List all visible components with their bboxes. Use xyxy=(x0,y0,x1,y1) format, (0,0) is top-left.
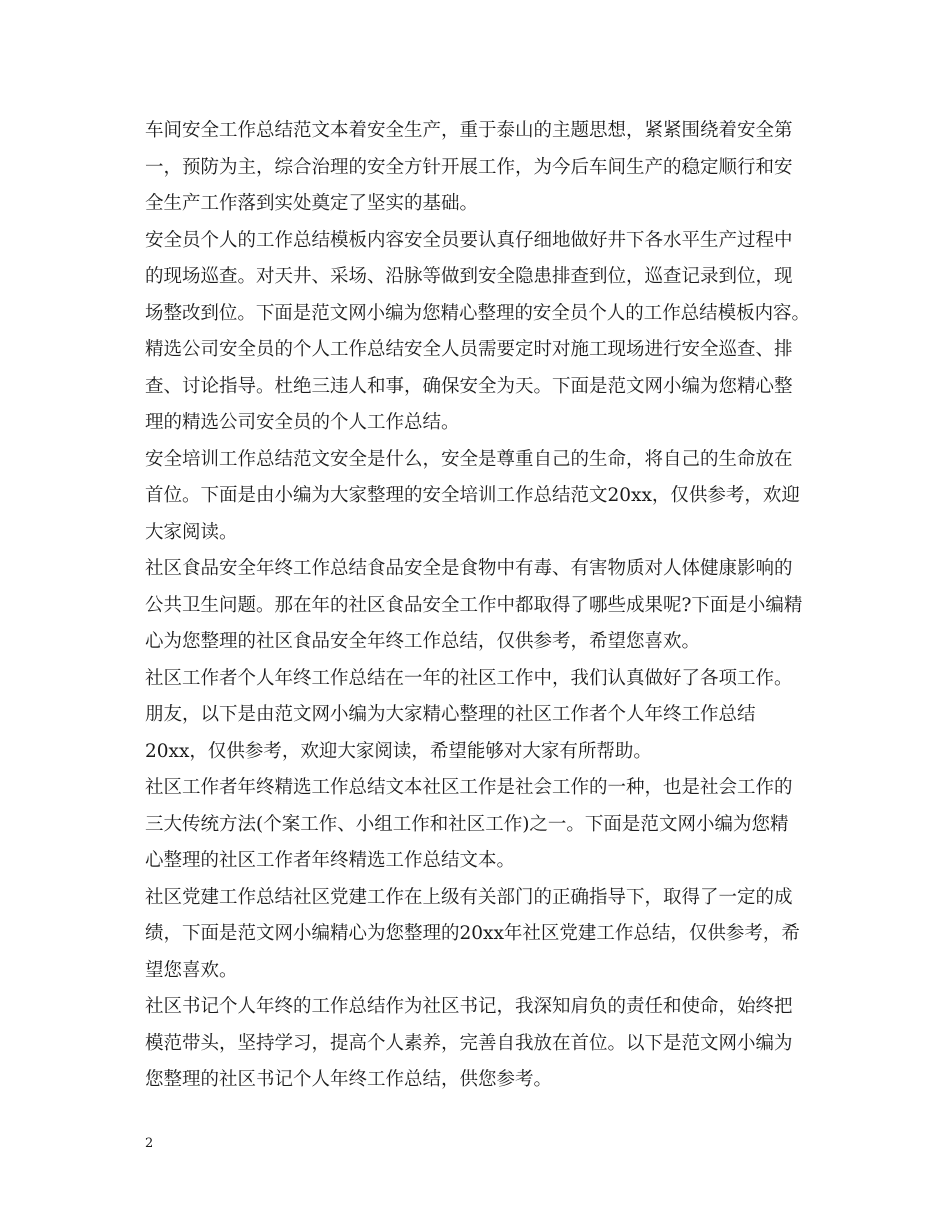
text-line: 社区书记个人年终的工作总结作为社区书记，我深知肩负的责任和使命，始终把 xyxy=(145,996,793,1017)
paragraph-6 xyxy=(145,661,810,771)
text-line: 公共卫生问题。那在年的社区食品安全工作中都取得了哪些成果呢?下面是小编精 xyxy=(145,594,803,616)
text-line: 绩，下面是范文网小编精心为您整理的20xx年社区党建工作总结，仅供参考，希 xyxy=(145,923,800,944)
paragraph-7 xyxy=(145,770,810,880)
text-line: 首位。下面是由小编为大家整理的安全培训工作总结范文20xx，仅供参考，欢迎 xyxy=(145,485,800,506)
text-line: 一，预防为主，综合治理的安全方针开展工作，为今后车间生产的稳定顺行和安 xyxy=(145,156,793,178)
text-line: 20xx，仅供参考，欢迎大家阅读，希望能够对大家有所帮助。 xyxy=(145,740,652,762)
text-line: 三大传统方法(个案工作、小组工作和社区工作)之一。下面是范文网小编为您精 xyxy=(145,813,789,835)
text-line: 心整理的社区工作者年终精选工作总结文本。 xyxy=(145,850,516,871)
paragraph-2 xyxy=(145,223,810,333)
text-line: 社区食品安全年终工作总结食品安全是食物中有毒、有害物质对人体健康影响的 xyxy=(145,558,793,579)
text-line: 理的精选公司安全员的个人工作总结。 xyxy=(145,412,460,433)
text-line: 安全培训工作总结范文安全是什么，安全是尊重自己的生命，将自己的生命放在 xyxy=(145,448,793,470)
document-body xyxy=(145,113,810,1099)
paragraph-1 xyxy=(145,113,810,223)
paragraph-4 xyxy=(145,442,810,552)
text-line: 大家阅读。 xyxy=(145,521,238,543)
paragraph-8 xyxy=(145,880,810,990)
text-line: 查、讨论指导。杜绝三违人和事，确保安全为天。下面是范文网小编为您精心整 xyxy=(145,375,793,397)
page-number: 2 xyxy=(145,1136,154,1151)
text-line: 您整理的社区书记个人年终工作总结，供您参考。 xyxy=(145,1069,553,1090)
text-line: 场整改到位。下面是范文网小编为您精心整理的安全员个人的工作总结模板内容。 xyxy=(145,302,811,324)
text-line: 社区工作者年终精选工作总结文本社区工作是社会工作的一种，也是社会工作的 xyxy=(145,777,793,798)
paragraph-5 xyxy=(145,551,810,661)
text-line: 精选公司安全员的个人工作总结安全人员需要定时对施工现场进行安全巡查、排 xyxy=(145,339,793,360)
text-line: 的现场巡查。对天井、采场、沿脉等做到安全隐患排查到位，巡查记录到位，现 xyxy=(145,266,793,287)
text-line: 模范带头，坚持学习，提高个人素养，完善自我放在首位。以下是范文网小编为 xyxy=(145,1032,793,1054)
paragraph-3 xyxy=(145,332,810,442)
text-line: 安全员个人的工作总结模板内容安全员要认真仔细地做好井下各水平生产过程中 xyxy=(145,229,793,251)
text-line: 朋友，以下是由范文网小编为大家精心整理的社区工作者个人年终工作总结 xyxy=(145,704,756,725)
text-line: 车间安全工作总结范文本着安全生产，重于泰山的主题思想，紧紧围绕着安全第 xyxy=(145,120,793,141)
text-line: 社区工作者个人年终工作总结在一年的社区工作中，我们认真做好了各项工作。 xyxy=(145,667,793,689)
text-line: 社区党建工作总结社区党建工作在上级有关部门的正确指导下，取得了一定的成 xyxy=(145,886,793,908)
text-line: 全生产工作落到实处奠定了坚实的基础。 xyxy=(145,193,479,214)
text-line: 心为您整理的社区食品安全年终工作总结，仅供参考，希望您喜欢。 xyxy=(145,631,701,652)
text-line: 望您喜欢。 xyxy=(145,959,238,981)
paragraph-9 xyxy=(145,989,810,1099)
